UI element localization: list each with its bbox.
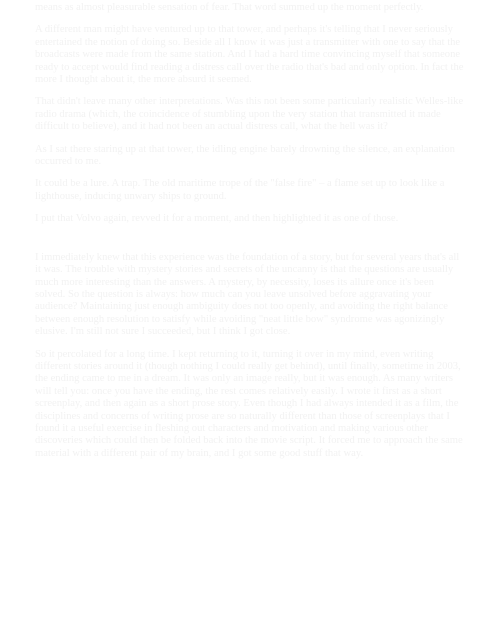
paragraph-2: A different man might have ventured up to that tower, and perhaps it's telling that I never seriously entertained the notion of doing so. Beside all I know it was just a transmitter with one to say that the broadcasts were made from the same station. And I had a hard time convincing myself that someone ready to accept would find reading a distress call over the radio that's bad and only option. In fact the more I thought about it, the more absurd it seemed. <box>35 24 464 86</box>
paragraph-6: I put that Volvo again, revved it for a moment, and then highlighted it as one of those. <box>35 213 399 225</box>
paragraph-7: I immediately knew that this experience was the foundation of a story, but for several years that's all it was. The trouble with mystery stories and secrets of the uncanny is that the questions are usually much more interesting than the answers. A mystery, by necessity, loses its allure once it's been solved. So the question is always: how much can you leave unsolved before aggravating your audience? Maintaining just enough ambiguity does not too openly, and avoiding the right balance between enough resolution to satisfy while avoiding "neat little bow" syndrome was agonizingly elusive. I'm still not sure I succeeded, but I think I got close. <box>35 251 460 338</box>
paragraph-1: means as almost pleasurable sensation of fear. That word summed up the moment perfectly. <box>35 2 424 13</box>
paragraph-5: It could be a lure. A trap. The old maritime trope of the "false fire" – a flame set up to look like a lighthouse, inducing unwary ships to ground. <box>35 178 445 202</box>
paragraph-8: So it percolated for a long time. I kept returning to it, turning it over in my mind, even writing different stories around it (though nothing I could really get behind), until finally, sometime in 2003, the ending came to me in a dream. It was only an image really, but it was enough. As many writers will tell you: once you have the ending, the rest comes relatively easily. I wrote it first as a short screenplay, and then again as a short prose story. Even though I had always intended it as a film, the disciplines and concerns of writing prose are so naturally different than those of screenplays that I found it a useful exercise in fleshing out characters and motivation and making various other discoveries which could then be folded back into the movie script. It forced me to approach the same material with a different pair of my brain, and I got some good stuff that way. <box>35 348 463 459</box>
paragraph-3: That didn't leave many other interpretations. Was this not been some particularly realistic Welles-like radio drama (which, the coincidence of stumbling upon the very station that transmitted it made difficult to believe), and it had not been an actual distress call, what the hell was it? <box>35 96 464 133</box>
paragraph-4: As I sat there staring up at that tower, the idling engine barely drowning the silence, an explanation occurred to me. <box>35 143 455 168</box>
